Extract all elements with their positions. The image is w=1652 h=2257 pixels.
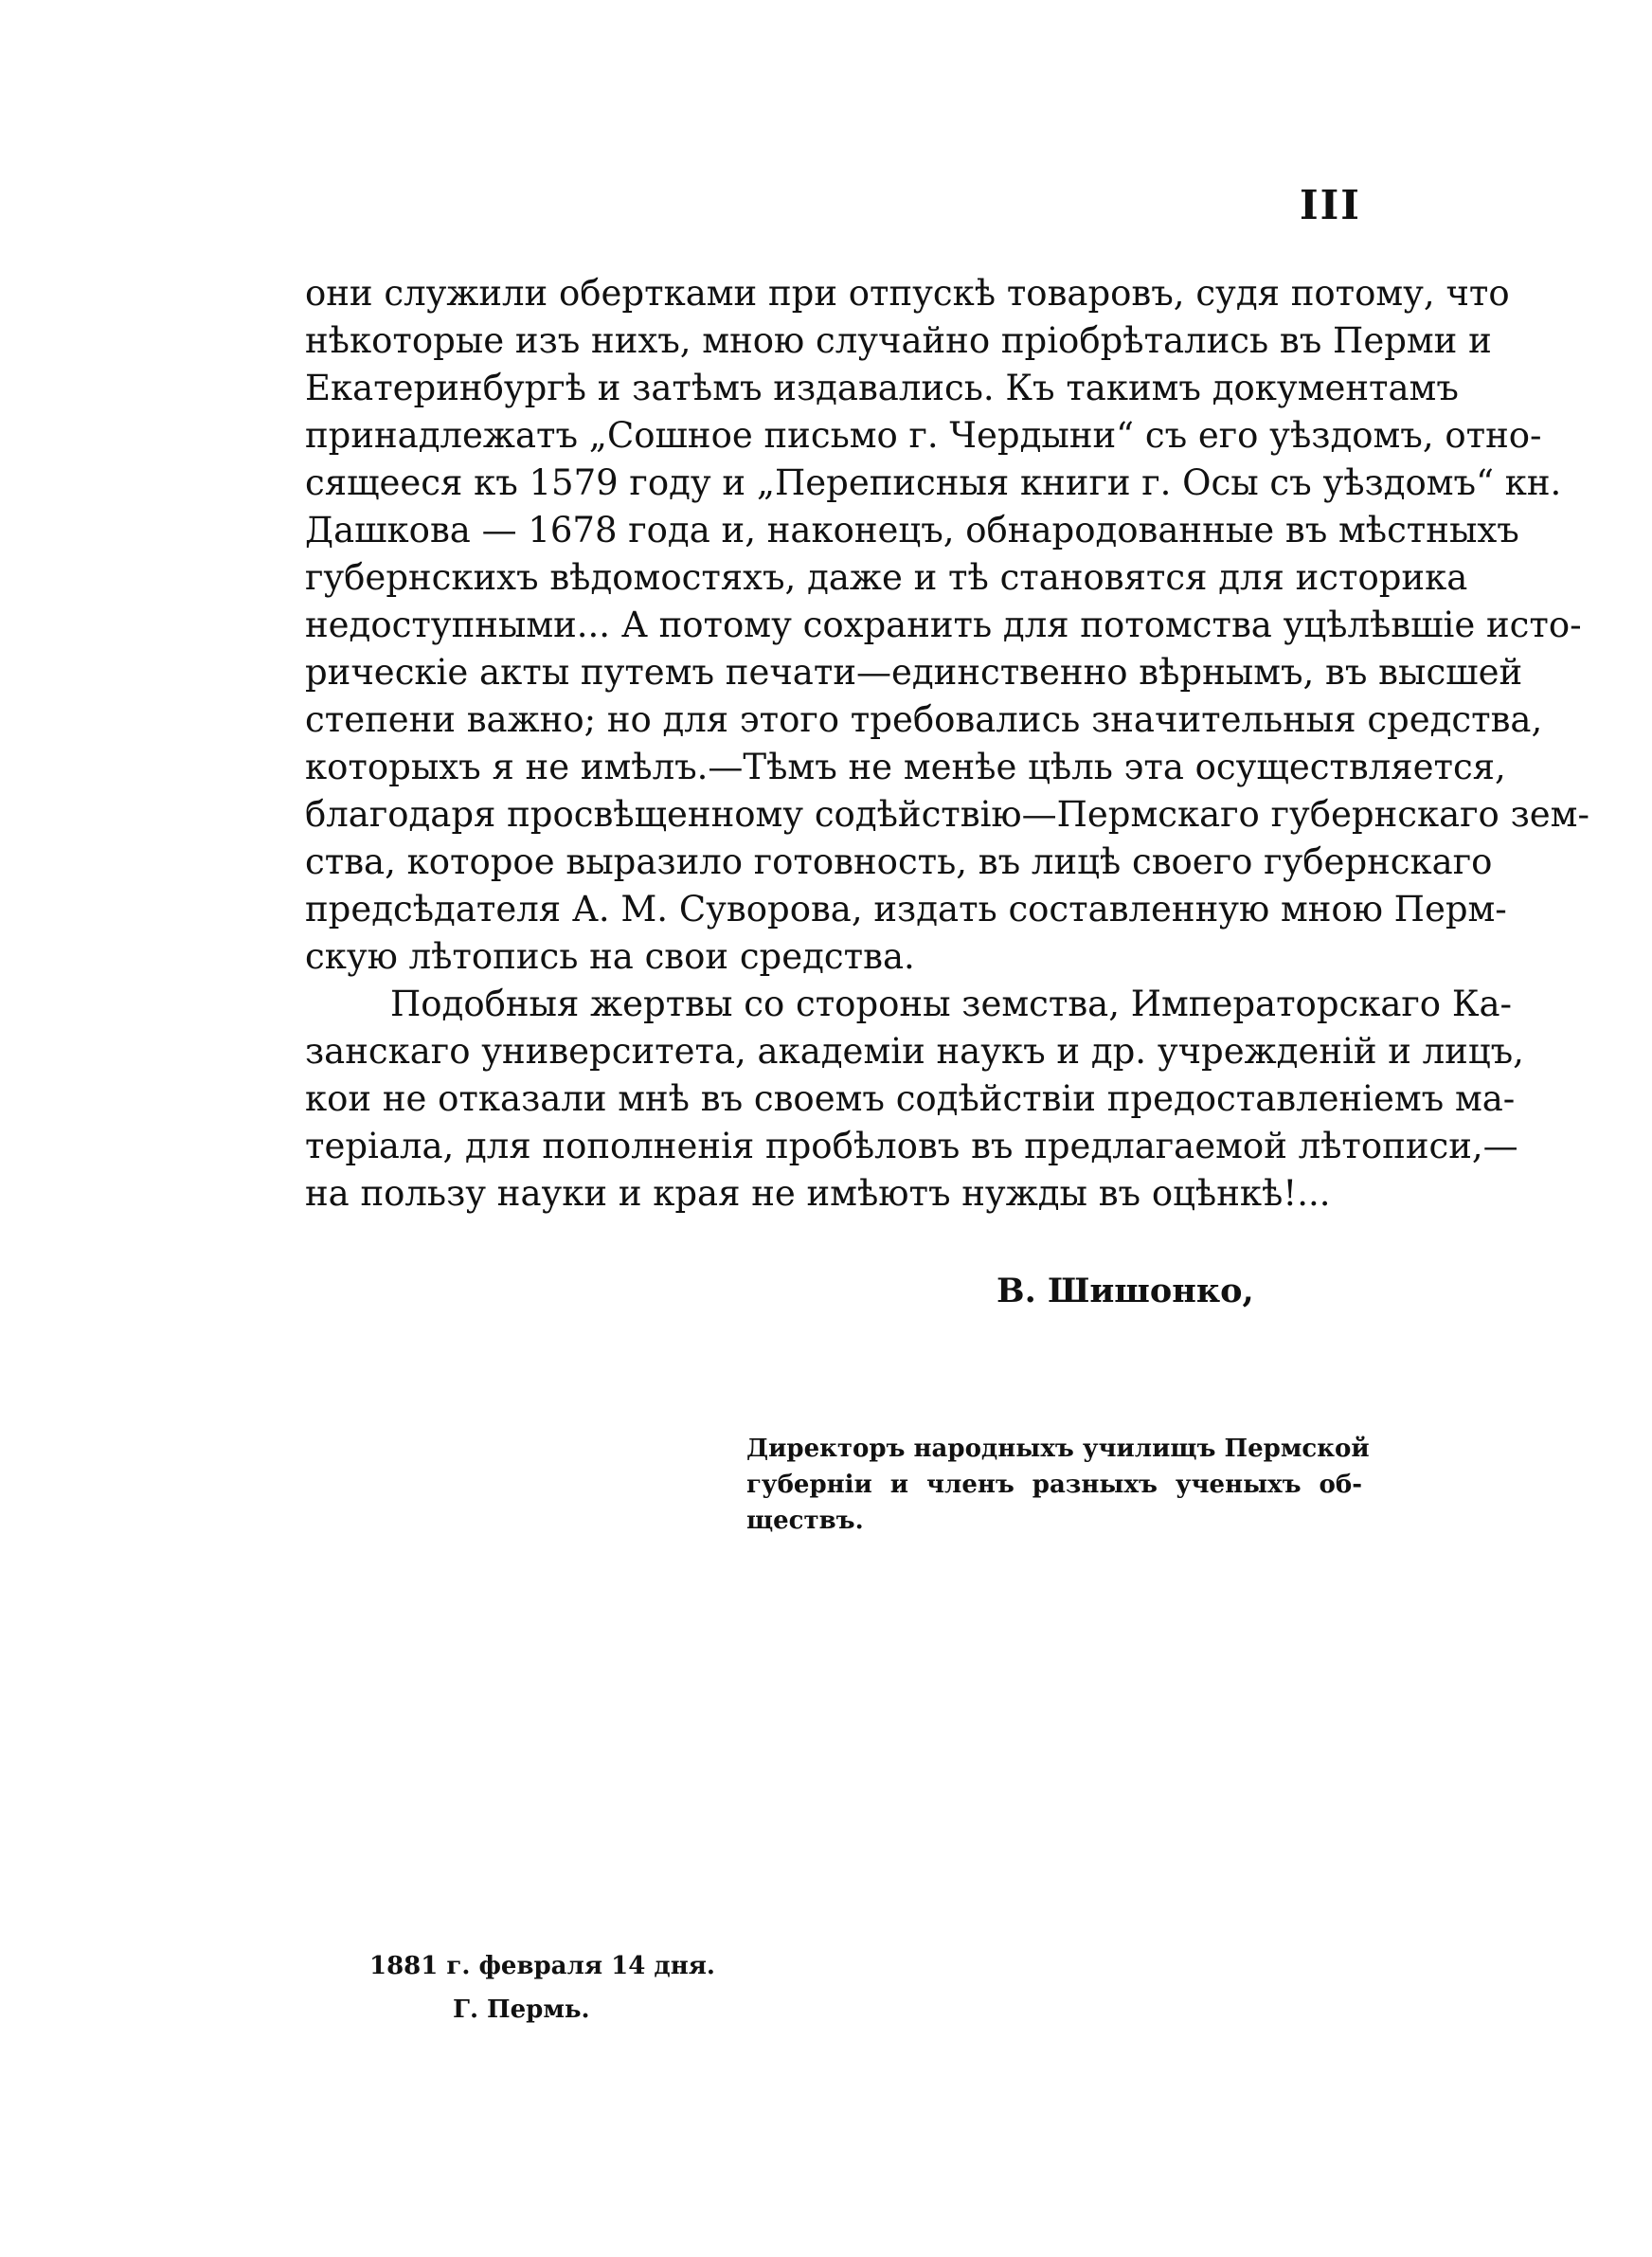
body-line: они служили обертками при отпускѣ товаровъ, судя потому, что bbox=[305, 273, 1510, 314]
author-title-line: ществъ. bbox=[746, 1507, 864, 1535]
body-line: принадлежатъ „Сошное письмо г. Чердыни“ съ его уѣздомъ, отно- bbox=[305, 415, 1542, 456]
body-line: недоступными... А потому сохранить для потомства уцѣлѣвшіе исто- bbox=[305, 605, 1582, 645]
body-line: занскаго университета, академіи наукъ и др. учрежденій и лицъ, bbox=[305, 1031, 1524, 1072]
body-line: Екатеринбургѣ и затѣмъ издавались. Къ такимъ документамъ bbox=[305, 368, 1459, 408]
author-title-line: губерніи и членъ разныхъ ученыхъ об- bbox=[746, 1471, 1362, 1499]
body-line: скую лѣтопись на свои средства. bbox=[305, 936, 915, 977]
author-title bbox=[746, 1431, 1370, 1539]
body-text bbox=[305, 270, 1589, 1218]
date-line: 1881 г. февраля 14 дня. bbox=[369, 1952, 715, 1980]
body-line: Дашкова — 1678 года и, наконецъ, обнародованные въ мѣстныхъ bbox=[305, 510, 1519, 551]
paragraph-start-line: Подобныя жертвы со стороны земства, Императорскаго Ка- bbox=[390, 984, 1513, 1024]
body-line: кои не отказали мнѣ въ своемъ содѣйствіи предоставленіемъ ма- bbox=[305, 1078, 1516, 1119]
body-line: которыхъ я не имѣлъ.—Тѣмъ не менѣе цѣль эта осуществляется, bbox=[305, 747, 1506, 787]
body-line: на пользу науки и края не имѣютъ нужды въ оцѣнкѣ!... bbox=[305, 1173, 1331, 1214]
author-signature: В. Шишонко, bbox=[997, 1272, 1254, 1310]
body-line: предсѣдателя А. М. Суворова, издать составленную мною Перм- bbox=[305, 889, 1507, 930]
body-line: степени важно; но для этого требовались значительныя средства, bbox=[305, 699, 1543, 740]
body-line: губернскихъ вѣдомостяхъ, даже и тѣ становятся для историка bbox=[305, 557, 1468, 598]
body-line: благодаря просвѣщенному содѣйствію—Пермскаго губернскаго зем- bbox=[305, 794, 1589, 835]
page-number: III bbox=[1300, 182, 1361, 228]
body-line: нѣкоторые изъ нихъ, мною случайно пріобрѣтались въ Перми и bbox=[305, 320, 1492, 361]
place-line: Г. Пермь. bbox=[453, 1995, 590, 2024]
body-line: ства, которое выразило готовность, въ лицѣ своего губернскаго bbox=[305, 841, 1493, 882]
body-line: сящееся къ 1579 году и „Переписныя книги г. Осы съ уѣздомъ“ кн. bbox=[305, 462, 1562, 503]
body-line: рическіе акты путемъ печати—единственно вѣрнымъ, въ высшей bbox=[305, 652, 1523, 693]
body-line: теріала, для пополненія пробѣловъ въ предлагаемой лѣтописи,— bbox=[305, 1126, 1518, 1166]
author-title-line: Директоръ народныхъ училищъ Пермской bbox=[746, 1435, 1370, 1463]
